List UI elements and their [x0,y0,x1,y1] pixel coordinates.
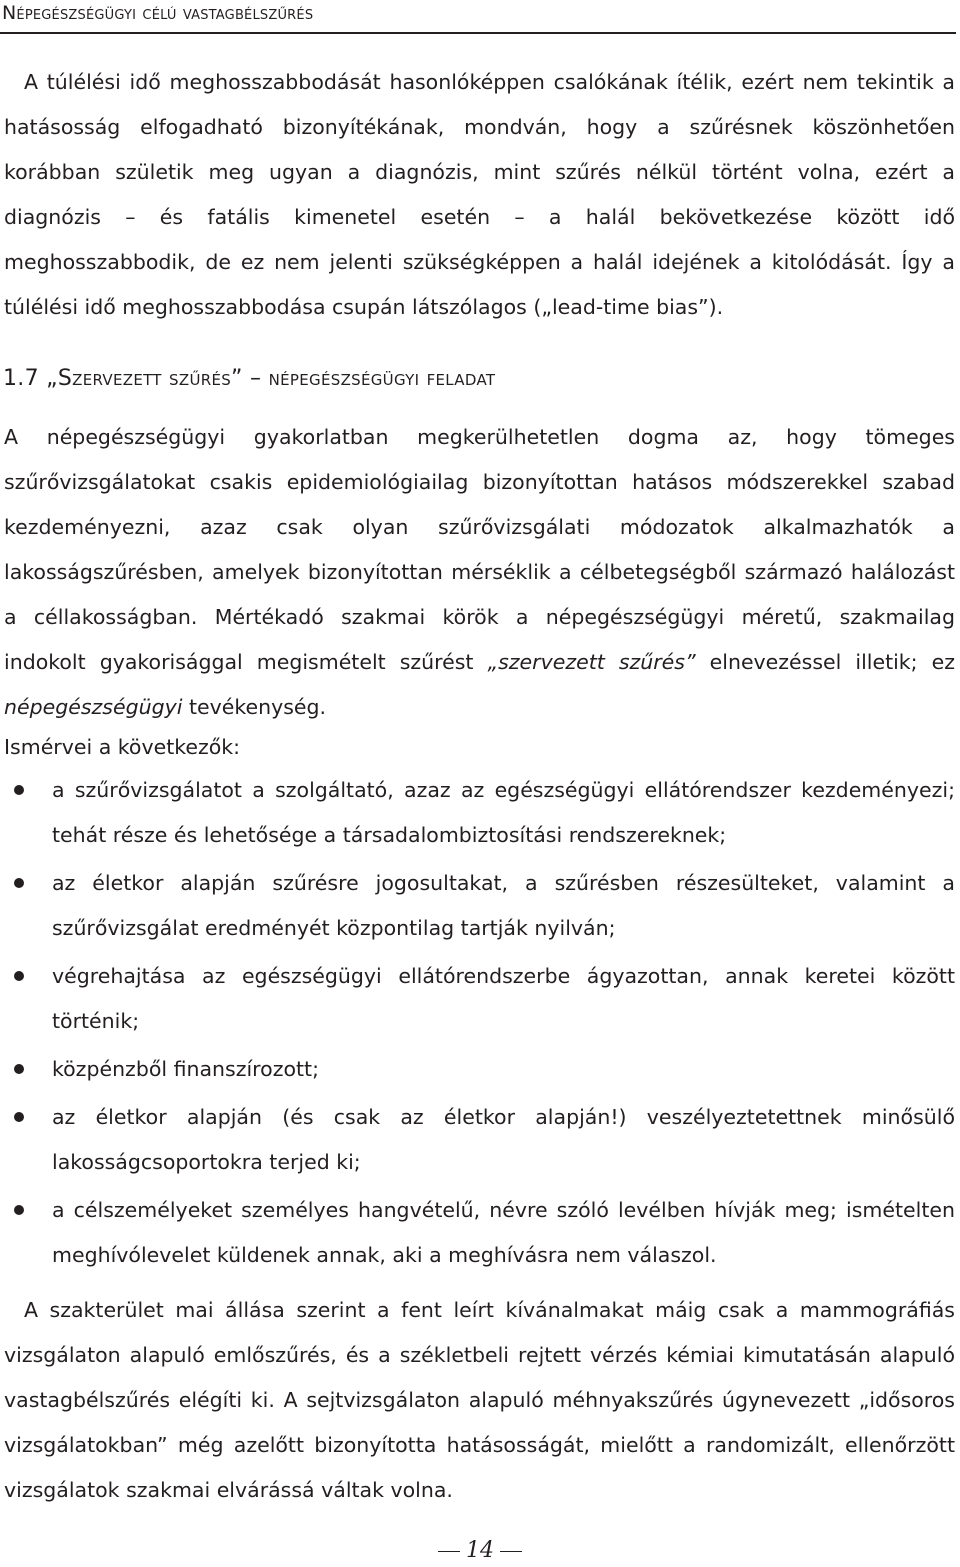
bullet-dot-icon [14,785,24,795]
page-number [0,1538,960,1563]
bullet-dot-icon [14,1064,24,1074]
closing-paragraph: A szakterület mai állása szerint a fent leírt kívánalmakat máig csak a mammográfiás vizsgálaton alapuló emlőszűrés, és a székletbeli rejtett vérzés kémiai kimutatásán alapuló vastagbélszűrés elégíti ki. A sejtvizsgálaton alapuló méhnyakszűrés úgynevezett „idősoros vizsgálatokban” még azelőtt bizonyította hatásosságát, mielőtt a randomizált, ellenőrzött vizsgálatok szakmai elvárássá váltak volna. [4,1298,955,1502]
criteria-item-text: a szűrővizsgálatot a szolgáltató, azaz az egészségügyi ellátórendszer kezdeményezi; tehát része és lehetősége a társadalombiztosítási rendszereknek; [52,778,955,847]
page-number-dash-left [438,1551,460,1552]
bullet-dot-icon [14,971,24,981]
section-heading [3,366,495,391]
criteria-item-text: az életkor alapján szűrésre jogosultakat, a szűrésben részesülteket, valamint a szűrővizsgálat eredményét központilag tartják nyilván; [52,871,955,940]
section-heading-text: 1.7 „Szervezett szűrés” – népegészségügyi feladat [3,366,496,391]
criteria-item-text: az életkor alapján (és csak az életkor alapján!) veszélyeztetettnek minősülő lakosságcsoportokra terjed ki; [52,1105,955,1174]
section-paragraph [4,415,955,730]
criteria-item [0,861,955,951]
section-paragraph-emphasis-public-health: népegészségügyi [4,695,183,719]
section-paragraph-part3: tevékenység. [182,695,327,719]
bullet-dot-icon [14,878,24,888]
page-number-dash-right [500,1551,522,1552]
running-header-title: Népegészségügyi célú vastagbélszűrés [2,2,314,24]
criteria-intro: Ismérvei a következők: [4,735,241,759]
section-paragraph-part2: elnevezéssel illetik; ez [695,650,955,674]
running-header [2,2,313,24]
criteria-list [0,768,955,1278]
section-paragraph-part1: A népegészségügyi gyakorlatban megkerülhetetlen dogma az, hogy tömeges szűrővizsgálatokat csakis epidemiológiailag bizonyítottan hatásos módszerekkel szabad kezdeményezni, azaz csak olyan szűrővizsgálati módozatok alkalmazhatók a lakosságszűrésben, amelyek bizonyítottan mérséklik a célbetegségből származó halálozást a céllakosságban. Mértékadó szakmai körök a népegészségügyi méretű, szakmailag indokolt gyakorisággal megismételt szűrést [4,425,955,674]
criteria-item-text: végrehajtása az egészségügyi ellátórendszerbe ágyazottan, annak keretei között történik; [52,964,955,1033]
criteria-item [0,954,955,1044]
criteria-item [0,1188,955,1278]
criteria-item-text: a célszemélyeket személyes hangvételű, névre szóló levélben hívják meg; ismételten meghívólevelet küldenek annak, aki a meghívásra nem válaszol. [52,1198,955,1267]
bullet-dot-icon [14,1205,24,1215]
criteria-item-text: közpénzből finanszírozott; [52,1057,319,1081]
intro-paragraph: A túlélési idő meghosszabbodását hasonlóképpen csalókának ítélik, ezért nem tekintik a hatásosság elfogadható bizonyítékának, mondván, hogy a szűrésnek köszönhetően korábban születik meg ugyan a diagnózis, mint szűrés nélkül történt volna, ezért a diagnózis – és fatális kimenetel esetén – a halál bekövetkezése között idő meghosszabbodik, de ez nem jelenti szükségképpen a halál idejének a kitolódását. Így a túlélési idő meghosszabbodása csupán látszólagos („lead-time bias”). [4,70,955,319]
bullet-dot-icon [14,1112,24,1122]
page-number-text: 14 [466,1538,494,1563]
criteria-item [0,1047,955,1092]
header-rule [0,32,956,34]
criteria-item [0,768,955,858]
section-paragraph-emphasis-organized-screening: „szervezett szűrés” [487,650,696,674]
criteria-item [0,1095,955,1185]
